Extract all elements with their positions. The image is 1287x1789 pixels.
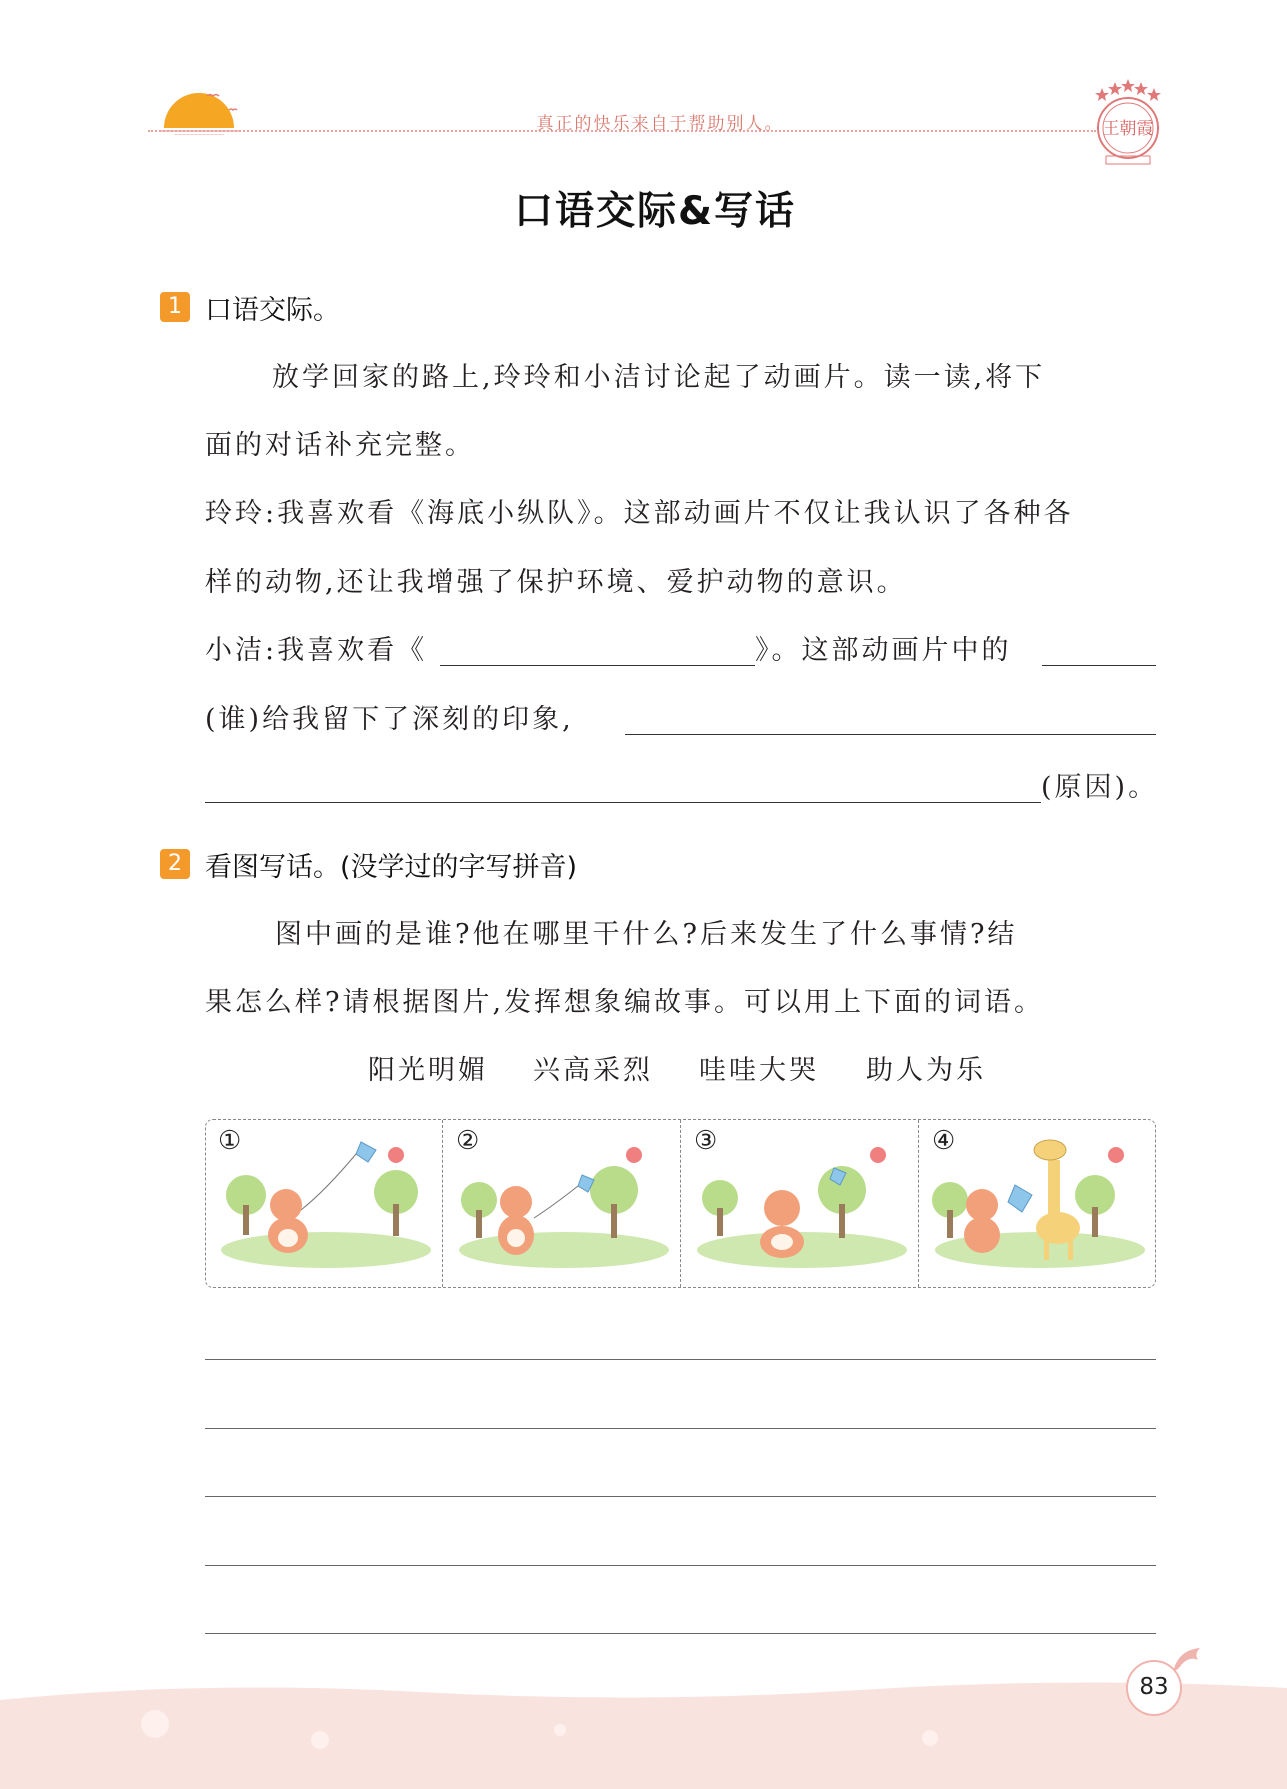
- author-seal-logo: [1088, 78, 1168, 166]
- dialog-lingling-line1: 玲玲:我喜欢看《海底小纵队》。这部动画片不仅让我认识了各种各: [205, 498, 1074, 529]
- writing-line-1[interactable]: [205, 1359, 1156, 1360]
- page-number: 83: [1139, 1674, 1169, 1700]
- sun-decoration: [159, 90, 239, 135]
- section1-number-badge: 1: [160, 292, 190, 322]
- panel-1-number: ①: [218, 1126, 242, 1156]
- writing-line-4[interactable]: [205, 1565, 1156, 1566]
- section1-intro-line2: 面的对话补充完整。: [205, 430, 475, 461]
- section1-heading: 口语交际。: [205, 295, 340, 326]
- dialog-xiaojie-mid: 》。这部动画片中的: [755, 635, 1012, 666]
- header-motto: 真正的快乐来自于帮助别人。: [536, 114, 784, 134]
- writing-line-3[interactable]: [205, 1496, 1156, 1497]
- dialog-lingling-line2: 样的动物,还让我增强了保护环境、爱护动物的意识。: [205, 567, 907, 598]
- reason-blank[interactable]: [205, 767, 1041, 803]
- cartoon-name-blank[interactable]: [440, 630, 755, 666]
- word-2: 兴高采烈: [533, 1055, 653, 1086]
- character-name-blank[interactable]: [1042, 630, 1156, 666]
- panel-4-giraffe-helps-bear-image: [920, 1120, 1156, 1287]
- panel-divider: [680, 1120, 681, 1287]
- section2-prompt-line2: 果怎么样?请根据图片,发挥想象编故事。可以用上下面的词语。: [205, 987, 1045, 1018]
- section2-heading: 看图写话。(没学过的字写拼音): [205, 852, 578, 883]
- reason-suffix: (原因)。: [1041, 772, 1159, 803]
- impression-blank[interactable]: [625, 699, 1156, 735]
- footer-wave-decoration: [0, 1680, 1287, 1789]
- section2-prompt-line1: 图中画的是谁?他在哪里干什么?后来发生了什么事情?结: [275, 919, 1018, 950]
- panel-divider: [442, 1120, 443, 1287]
- panel-3-number: ③: [694, 1126, 718, 1156]
- panel-3-bear-crying-image: [682, 1120, 918, 1287]
- word-3: 哇哇大哭: [699, 1055, 819, 1086]
- section1-intro-line1: 放学回家的路上,玲玲和小洁讨论起了动画片。读一读,将下: [272, 362, 1046, 393]
- writing-line-5[interactable]: [205, 1633, 1156, 1634]
- panel-4-number: ④: [932, 1126, 956, 1156]
- panel-divider: [918, 1120, 919, 1287]
- who-line-text: (谁)给我留下了深刻的印象,: [205, 704, 574, 735]
- word-1: 阳光明媚: [368, 1055, 488, 1086]
- dialog-xiaojie-prefix: 小洁:我喜欢看《: [205, 635, 428, 666]
- page-title: 口语交际&写话: [513, 189, 796, 234]
- panel-2-number: ②: [456, 1126, 480, 1156]
- writing-line-2[interactable]: [205, 1428, 1156, 1429]
- word-4: 助人为乐: [866, 1055, 986, 1086]
- svg-text:王朝霞: 王朝霞: [1102, 119, 1154, 139]
- section2-number-badge: 2: [160, 849, 190, 879]
- panel-1-bear-flying-kite-image: [206, 1120, 442, 1287]
- panel-2-kite-stuck-in-tree-image: [444, 1120, 680, 1287]
